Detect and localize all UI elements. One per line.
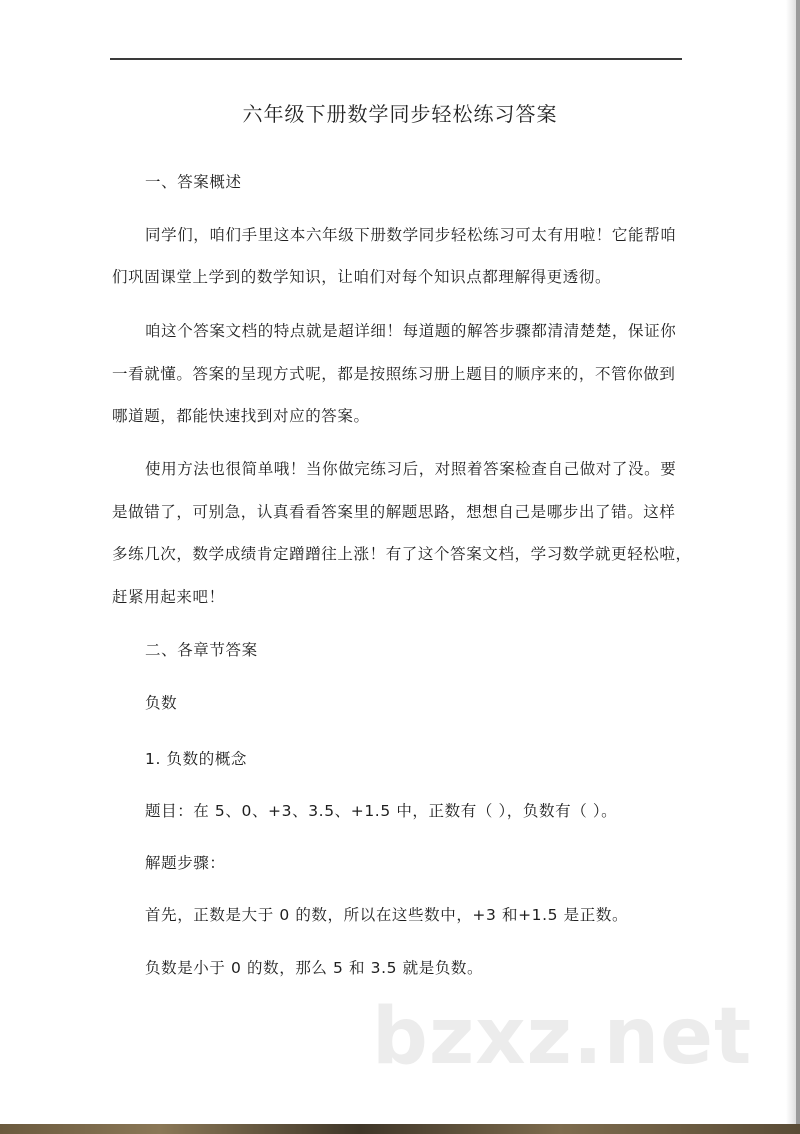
- paragraph-line: 赶紧用起来吧！: [112, 588, 225, 606]
- paragraph-line: 使用方法也很简单哦！当你做完练习后，对照着答案检查自己做对了没。要: [145, 460, 677, 478]
- site-watermark: bzxz.net: [372, 992, 753, 1082]
- item-title: 1. 负数的概念: [145, 750, 248, 768]
- question-text: 题目：在 5、0、+3、3.5、+1.5 中，正数有（ ），负数有（ ）。: [145, 802, 618, 820]
- header-rule: [110, 58, 682, 60]
- steps-label: 解题步骤：: [145, 854, 226, 872]
- paragraph-line: 同学们，咱们手里这本六年级下册数学同步轻松练习可太有用啦！它能帮咱: [145, 226, 677, 244]
- step-line: 首先，正数是大于 0 的数，所以在这些数中，+3 和+1.5 是正数。: [145, 906, 629, 924]
- paragraph-line: 哪道题，都能快速找到对应的答案。: [112, 407, 370, 425]
- document-title: 六年级下册数学同步轻松练习答案: [242, 102, 558, 126]
- background-strip: [0, 1124, 800, 1134]
- paragraph-line: 咱这个答案文档的特点就是超详细！每道题的解答步骤都清清楚楚，保证你: [145, 322, 677, 340]
- paragraph-line: 是做错了，可别急，认真看看答案里的解题思路，想想自己是哪步出了错。这样: [112, 503, 676, 521]
- paragraph-line: 一看就懂。答案的呈现方式呢，都是按照练习册上题目的顺序来的，不管你做到: [112, 365, 676, 383]
- chapter-title: 负数: [145, 694, 178, 712]
- section-heading-overview: 一、答案概述: [145, 173, 242, 191]
- page-edge: [796, 0, 800, 1124]
- step-line: 负数是小于 0 的数，那么 5 和 3.5 就是负数。: [145, 959, 484, 977]
- paragraph-line: 多练几次，数学成绩肯定蹭蹭往上涨！有了这个答案文档，学习数学就更轻松啦，: [112, 545, 692, 563]
- section-heading-chapters: 二、各章节答案: [145, 641, 258, 659]
- paragraph-line: 们巩固课堂上学到的数学知识，让咱们对每个知识点都理解得更透彻。: [112, 268, 612, 286]
